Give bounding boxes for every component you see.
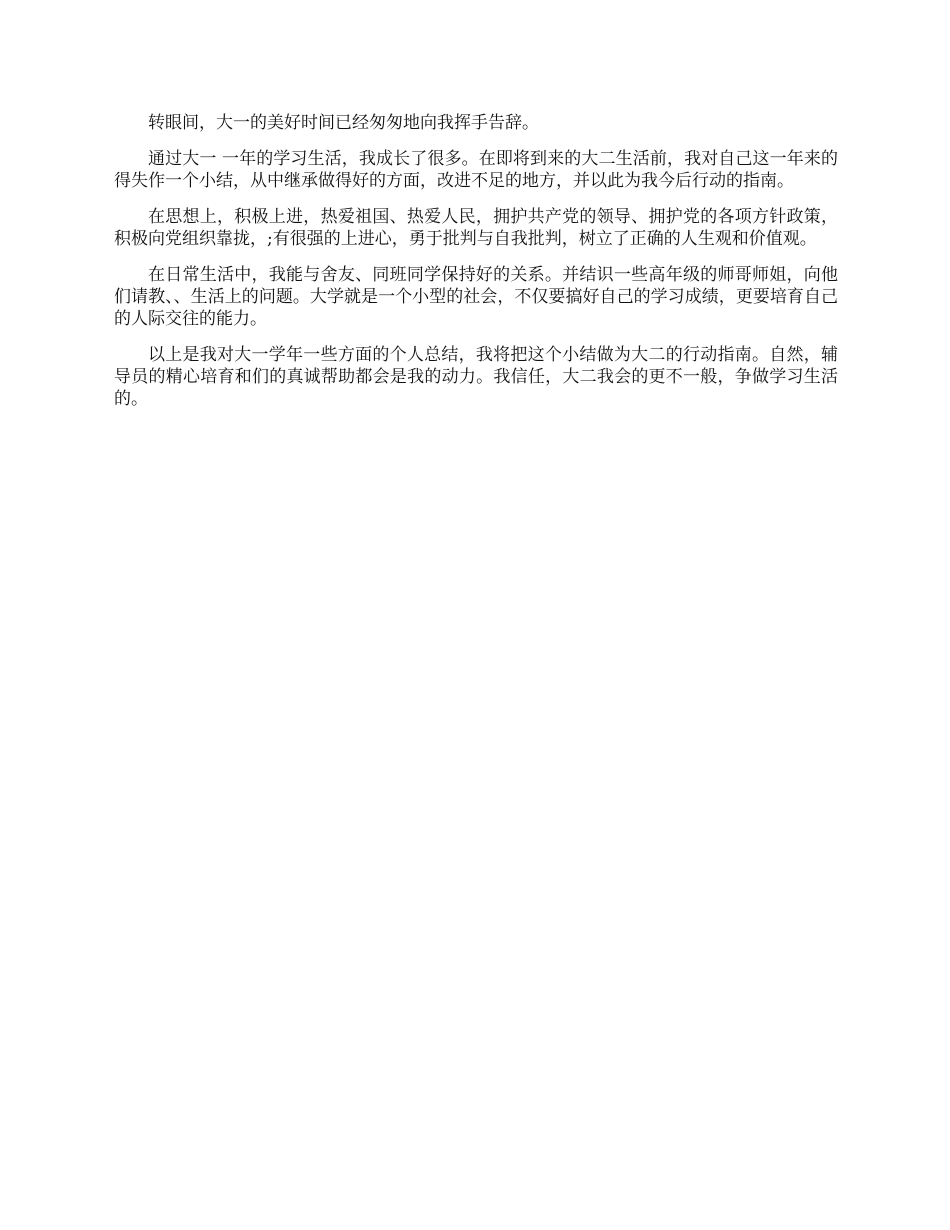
paragraph-3: 在思想上，积极上进，热爱祖国、热爱人民，拥护共产党的领导、拥护党的各项方针政策，积极向党组织靠拢，;有很强的上进心，勇于批判与自我批判，树立了正确的人生观和价值观。 — [114, 207, 838, 249]
paragraph-5: 以上是我对大一学年一些方面的个人总结，我将把这个小结做为大二的行动指南。自然，辅导员的精心培育和们的真诚帮助都会是我的动力。我信任，大二我会的更不一般，争做学习生活的。 — [114, 345, 838, 409]
document-body — [114, 112, 838, 424]
paragraph-2: 通过大一 一年的学习生活，我成长了很多。在即将到来的大二生活前，我对自己这一年来的得失作一个小结，从中继承做得好的方面，改进不足的地方，并以此为我今后行动的指南。 — [114, 149, 838, 191]
paragraph-4: 在日常生活中，我能与舍友、同班同学保持好的关系。并结识一些高年级的师哥师姐，向他们请教、、生活上的问题。大学就是一个小型的社会，不仅要搞好自己的学习成绩，更要培育自己的人际交往的能力。 — [114, 265, 838, 329]
paragraph-1: 转眼间，大一的美好时间已经匆匆地向我挥手告辞。 — [148, 113, 539, 133]
